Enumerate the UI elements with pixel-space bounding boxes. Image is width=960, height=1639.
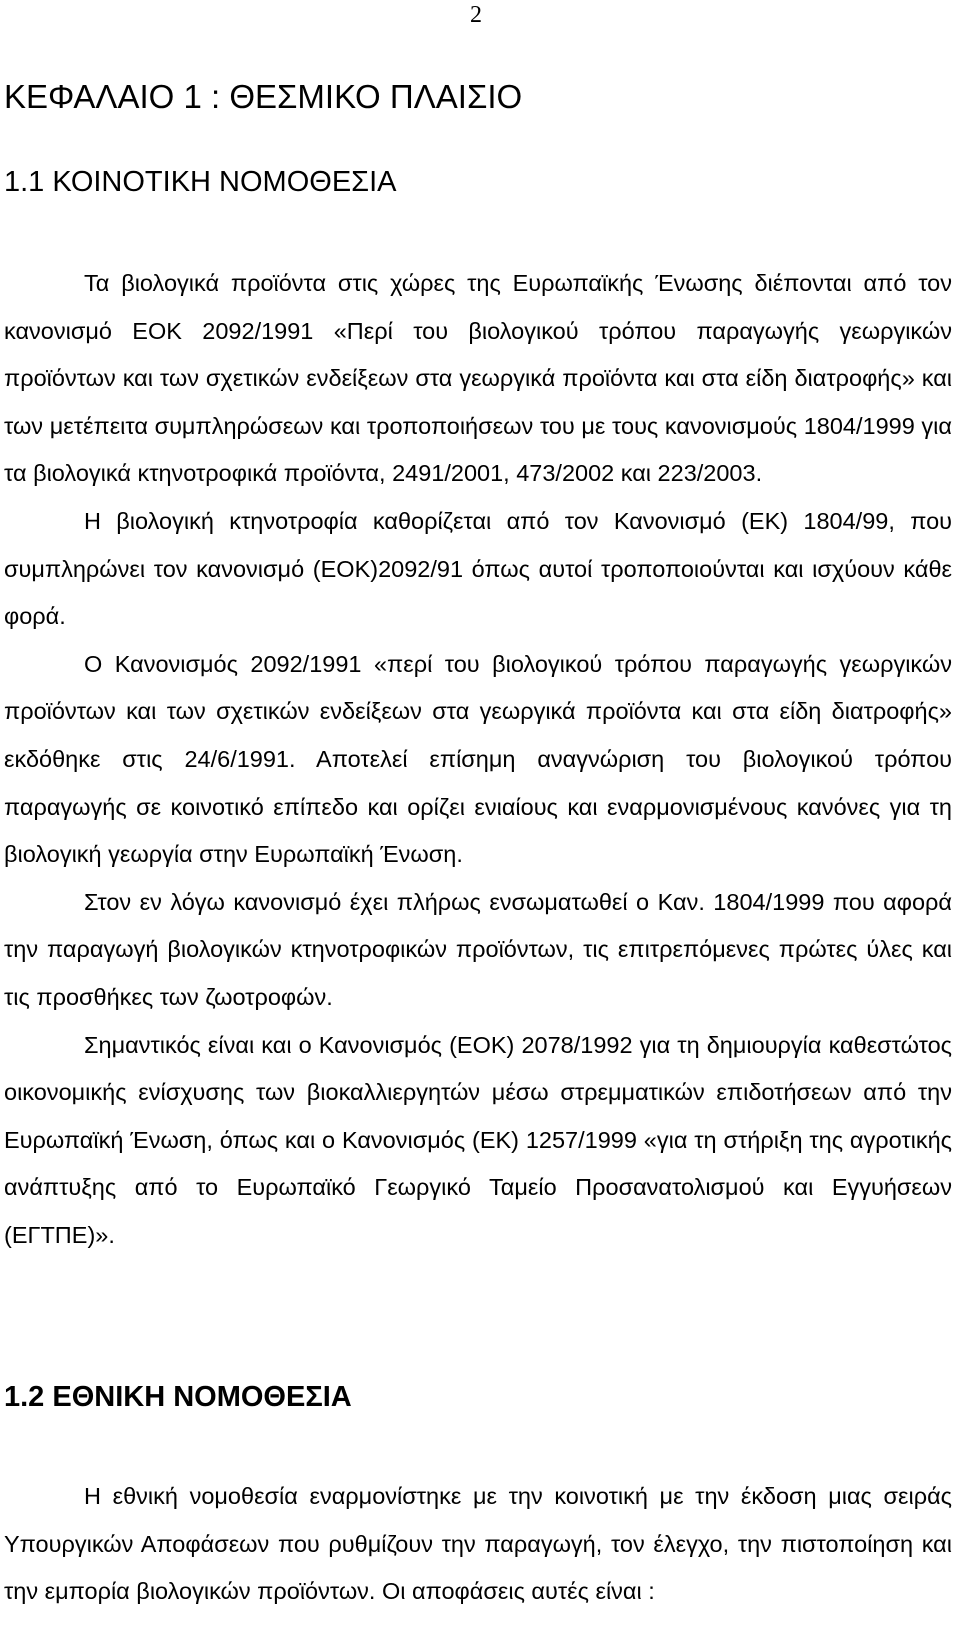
paragraph: Σημαντικός είναι και ο Κανονισμός (ΕΟΚ) 2078/1992 για τη δημιουργία καθεστώτος οικονομικής ενίσχυσης των βιοκαλλιεργητών μέσω στρεμματικών επιδοτήσεων από την Ευρωπαϊκή Ένωση, όπως και ο Κανονισμός (ΕΚ) 1257/1999 «για τη στήριξη της αγροτικής ανάπτυξης από το Ευρωπαϊκό Γεωργικό Ταμείο Προσανατολισμού και Εγγυήσεων (ΕΓΤΠΕ)». — [4, 1031, 952, 1248]
paragraph: Η βιολογική κτηνοτροφία καθορίζεται από τον Κανονισμό (ΕΚ) 1804/99, που συμπληρώνει τον κανονισμό (ΕΟΚ)2092/91 όπως αυτοί τροποποιούνται και ισχύουν κάθε φορά. — [4, 507, 952, 630]
section-body-eu-legislation — [4, 260, 952, 1259]
page-number: 2 — [470, 2, 482, 28]
section-body-national-legislation — [4, 1473, 952, 1616]
section-heading-national-legislation: 1.2 ΕΘΝΙΚΗ ΝΟΜΟΘΕΣΙΑ — [4, 1381, 352, 1413]
paragraph: Η εθνική νομοθεσία εναρμονίστηκε με την κοινοτική με την έκδοση μιας σειράς Υπουργικών Αποφάσεων που ρυθμίζουν την παραγωγή, τον έλεγχο, την πιστοποίηση και την εμπορία βιολογικών προϊόντων. Οι αποφάσεις αυτές είναι : — [4, 1483, 952, 1605]
paragraph: Στον εν λόγω κανονισμό έχει πλήρως ενσωματωθεί ο Καν. 1804/1999 που αφορά την παραγωγή βιολογικών κτηνοτροφικών προϊόντων, τις επιτρεπόμενες πρώτες ύλες και τις προσθήκες των ζωοτροφών. — [4, 888, 952, 1010]
chapter-title: ΚΕΦΑΛΑΙΟ 1 : ΘΕΣΜΙΚΟ ΠΛΑΙΣΙΟ — [4, 78, 523, 115]
section-heading-eu-legislation: 1.1 ΚΟΙΝΟΤΙΚΗ ΝΟΜΟΘΕΣΙΑ — [4, 166, 397, 198]
paragraph: Ο Κανονισμός 2092/1991 «περί του βιολογικού τρόπου παραγωγής γεωργικών προϊόντων και των σχετικών ενδείξεων στα γεωργικά προϊόντα και στα είδη διατροφής» εκδόθηκε στις 24/6/1991. Αποτελεί επίσημη αναγνώριση του βιολογικού τρόπου παραγωγής σε κοινοτικό επίπεδο και ορίζει ενιαίους και εναρμονισμένους κανόνες για τη βιολογική γεωργία στην Ευρωπαϊκή Ένωση. — [4, 650, 952, 868]
paragraph: Τα βιολογικά προϊόντα στις χώρες της Ευρωπαϊκής Ένωσης διέπονται από τον κανονισμό ΕΟΚ 2092/1991 «Περί του βιολογικού τρόπου παραγωγής γεωργικών προϊόντων και των σχετικών ενδείξεων στα γεωργικά προϊόντα και στα είδη διατροφής» και των μετέπειτα συμπληρώσεων και τροποποιήσεων του με τους κανονισμούς 1804/1999 για τα βιολογικά κτηνοτροφικά προϊόντα, 2491/2001, 473/2002 και 223/2003. — [4, 270, 952, 487]
